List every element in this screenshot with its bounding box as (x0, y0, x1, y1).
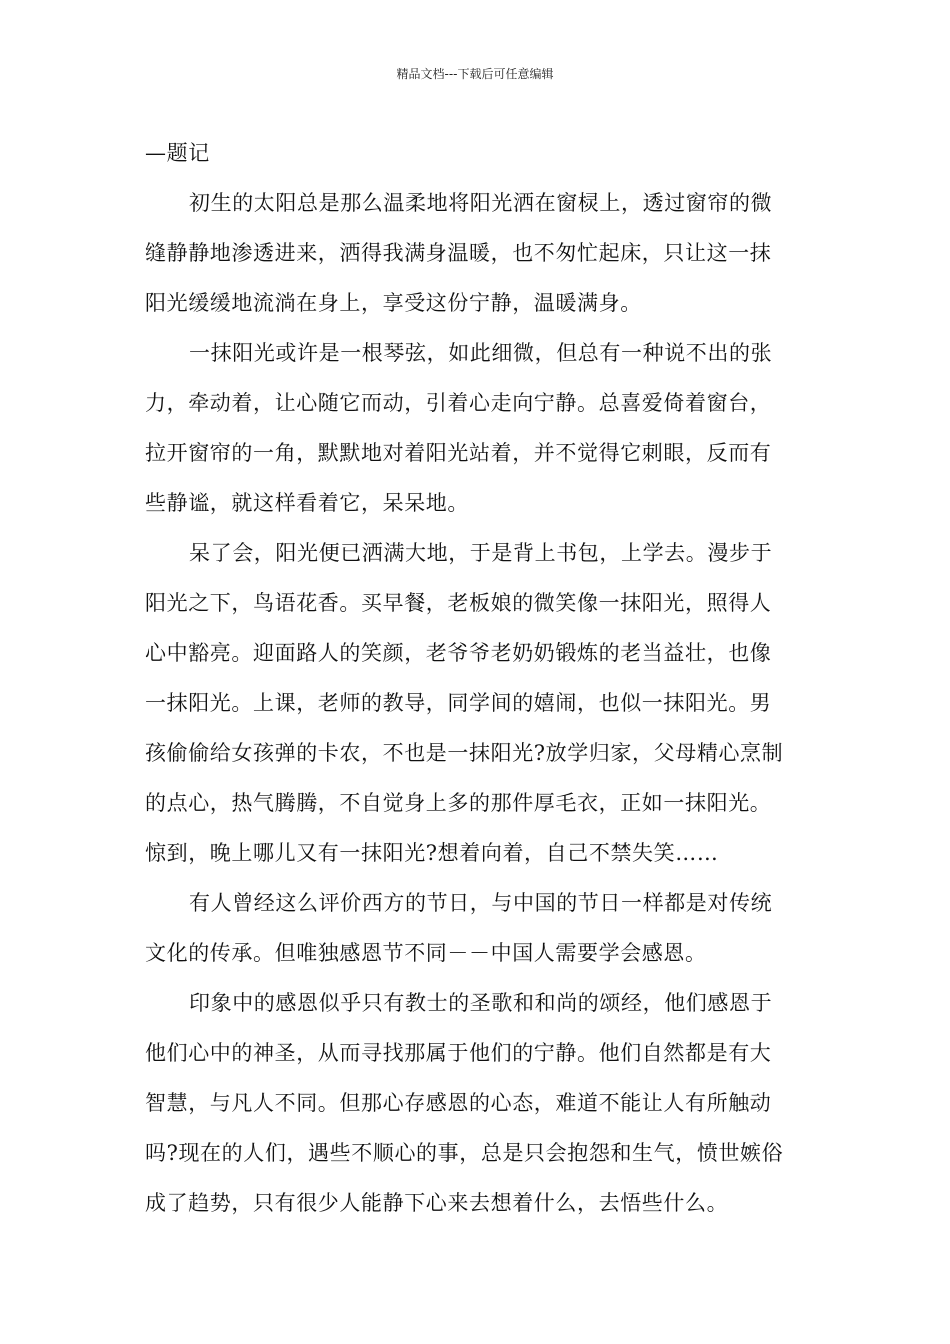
paragraph-3-line-7: 惊到，晚上哪儿又有一抹阳光?想着向着，自己不禁失笑…… (145, 841, 719, 865)
paragraph-2-line-2: 力，牵动着，让心随它而动，引着心走向宁静。总喜爱倚着窗台， (145, 391, 772, 415)
paragraph-3-line-2: 阳光之下，鸟语花香。买早餐，老板娘的微笑像一抹阳光，照得人 (145, 591, 772, 615)
paragraph-2-line-3: 拉开窗帘的一角，默默地对着阳光站着，并不觉得它刺眼，反而有 (145, 441, 772, 465)
paragraph-5-line-2: 他们心中的神圣，从而寻找那属于他们的宁静。他们自然都是有大 (145, 1041, 772, 1065)
paragraph-3-line-4: 一抹阳光。上课，老师的教导，同学间的嬉闹，也似一抹阳光。男 (145, 691, 772, 715)
paragraph-3-line-5: 孩偷偷给女孩弹的卡农，不也是一抹阳光?放学归家，父母精心烹制 (145, 741, 784, 765)
paragraph-1-line-2: 缝静静地渗透进来，洒得我满身温暖，也不匆忙起床，只让这一抹 (145, 241, 772, 265)
paragraph-3-line-1: 呆了会，阳光便已洒满大地，于是背上书包，上学去。漫步于 (189, 541, 773, 565)
paragraph-5-line-4: 吗?现在的人们，遇些不顺心的事，总是只会抱怨和生气，愤世嫉俗 (145, 1141, 784, 1165)
paragraph-5-line-1: 印象中的感恩似乎只有教士的圣歌和和尚的颂经，他们感恩于 (189, 991, 773, 1015)
page-header: 精品文档---下载后可任意编辑 (396, 67, 554, 81)
paragraph-3-line-6: 的点心，热气腾腾，不自觉身上多的那件厚毛衣，正如一抹阳光。 (145, 791, 772, 815)
paragraph-3-line-3: 心中豁亮。迎面路人的笑颜，老爷爷老奶奶锻炼的老当益壮，也像 (145, 641, 772, 665)
paragraph-2-line-4: 些静谧，就这样看着它，呆呆地。 (145, 491, 469, 515)
paragraph-4-line-1: 有人曾经这么评价西方的节日，与中国的节日一样都是对传统 (189, 891, 773, 915)
paragraph-5-line-5: 成了趋势，只有很少人能静下心来去想着什么，去悟些什么。 (145, 1191, 729, 1215)
paragraph-1-line-3: 阳光缓缓地流淌在身上，享受这份宁静，温暖满身。 (145, 291, 642, 315)
paragraph-4-line-2: 文化的传承。但唯独感恩节不同－－中国人需要学会感恩。 (145, 941, 707, 965)
paragraph-5-line-3: 智慧，与凡人不同。但那心存感恩的心态，难道不能让人有所触动 (145, 1091, 772, 1115)
epigraph-attribution: —题记 (145, 141, 210, 165)
document-body (145, 128, 810, 1228)
paragraph-2-line-1: 一抹阳光或许是一根琴弦，如此细微，但总有一种说不出的张 (189, 341, 773, 365)
paragraph-1-line-1: 初生的太阳总是那么温柔地将阳光洒在窗棂上，透过窗帘的微 (189, 191, 773, 215)
